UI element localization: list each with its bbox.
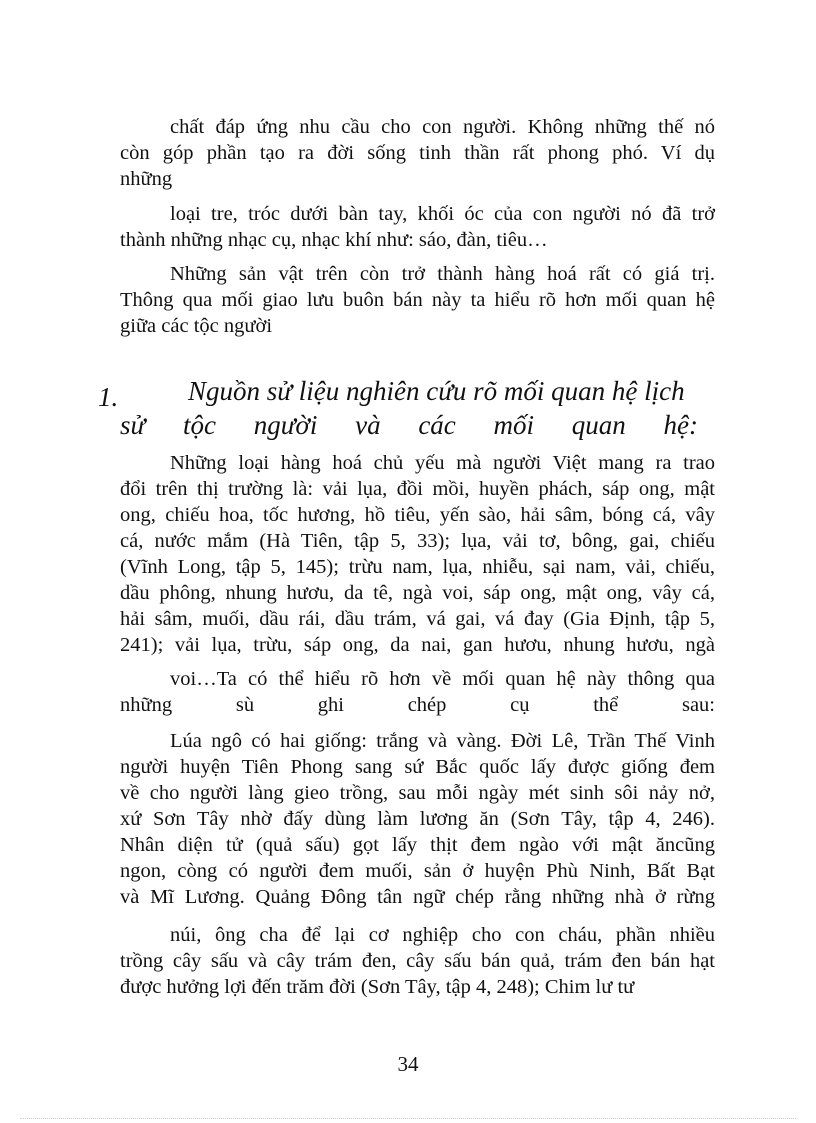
- text-line: Thông qua mối giao lưu buôn bán này ta hiểu rõ hơn mối quan hệ: [120, 289, 715, 311]
- paragraph-4-cont: [120, 476, 715, 658]
- text-line: thành những nhạc cụ, nhạc khí như: sáo, đàn, tiêu…: [120, 229, 548, 251]
- text-line: người huyện Tiên Phong sang sứ Bắc quốc lấy được giống đem: [120, 756, 715, 778]
- paragraph-1-cont: [120, 140, 715, 192]
- paragraph-3: [170, 261, 715, 287]
- text-line: giữa các tộc người: [120, 315, 273, 337]
- text-line: đổi trên thị trường là: vải lụa, đồi mồi, huyền phách, sáp ong, mật: [120, 478, 715, 500]
- paragraph-6-cont: [120, 754, 715, 910]
- paragraph-5-cont: [120, 692, 715, 718]
- page-bottom-border: [20, 1118, 796, 1119]
- paragraph-2: [170, 201, 715, 227]
- paragraph-6: [170, 728, 715, 754]
- paragraph-3-cont: [120, 287, 715, 339]
- paragraph-4: [170, 450, 715, 476]
- paragraph-5: [170, 666, 715, 692]
- text-line: loại tre, tróc dưới bàn tay, khối óc của con người nó đã trở: [170, 203, 715, 225]
- text-line: những sù ghi chép cụ thể sau:: [120, 694, 715, 716]
- text-line: chất đáp ứng nhu cầu cho con người. Không những thế nó: [170, 116, 715, 138]
- text-line: và Mĩ Lương. Quảng Đông tân ngữ chép rằng những nhà ở rừng: [120, 886, 715, 908]
- text-line: những: [120, 168, 173, 190]
- paragraph-2-cont: [120, 227, 715, 253]
- text-line: (Vĩnh Long, tập 5, 145); trừu nam, lụa, nhiễu, sại nam, vải, chiếu,: [120, 556, 715, 578]
- text-line: trồng cây sấu và cây trám đen, cây sấu bán quả, trám đen bán hạt: [120, 950, 715, 972]
- text-line: còn góp phần tạo ra đời sống tinh thần rất phong phó. Ví dụ: [120, 142, 715, 164]
- text-line: về cho người làng gieo trồng, sau mỗi ngày mét sinh sôi nảy nở,: [120, 782, 715, 804]
- text-line: ngon, còng có người đem muối, sản ở huyện Phù Ninh, Bất Bạt: [120, 860, 715, 882]
- text-line: Nhân diện tử (quả sấu) gọt lấy thịt đem ngào với mật ăncũng: [120, 834, 715, 856]
- paragraph-7-cont: [120, 948, 715, 1000]
- text-line: Lúa ngô có hai giống: trắng và vàng. Đời Lê, Trần Thế Vinh: [170, 730, 715, 752]
- paragraph-1: [170, 114, 715, 140]
- heading-line: Nguồn sử liệu nghiên cứu rõ mối quan hệ lịch: [188, 376, 685, 406]
- text-line: Những loại hàng hoá chủ yếu mà người Việt mang ra trao: [170, 452, 715, 474]
- page-number: 34: [397, 1052, 419, 1076]
- text-line: dầu phông, nhung hươu, da tê, ngà voi, sáp ong, mật ong, vây cá,: [120, 582, 715, 604]
- text-line: 241); vải lụa, trừu, sáp ong, da nai, gan hươu, nhung hươu, ngà: [120, 634, 715, 656]
- text-line: cá, nước mắm (Hà Tiên, tập 5, 33); lụa, vải tơ, bông, gai, chiếu: [120, 530, 715, 552]
- text-line: núi, ông cha để lại cơ nghiệp cho con cháu, phần nhiều: [170, 924, 715, 946]
- text-line: ong, chiếu hoa, tốc hương, hồ tiêu, yến sào, hải sâm, bóng cá, vây: [120, 504, 715, 526]
- text-line: voi…Ta có thể hiểu rõ hơn về mối quan hệ này thông qua: [170, 668, 715, 690]
- section-heading: [120, 374, 698, 442]
- text-line: xứ Sơn Tây nhờ đấy dùng làm lương ăn (Sơn Tây, tập 4, 246).: [120, 808, 715, 830]
- text-line: hải sâm, muối, dầu rái, dầu trám, vá gai, vá đay (Gia Định, tập 5,: [120, 608, 715, 630]
- text-line: được hưởng lợi đến trăm đời (Sơn Tây, tập 4, 248); Chim lư tư: [120, 976, 635, 998]
- paragraph-7: [170, 922, 715, 948]
- heading-line: sử tộc người và các mối quan hệ:: [120, 410, 698, 440]
- text-line: Những sản vật trên còn trở thành hàng hoá rất có giá trị.: [170, 263, 715, 285]
- section-number: 1.: [98, 382, 119, 412]
